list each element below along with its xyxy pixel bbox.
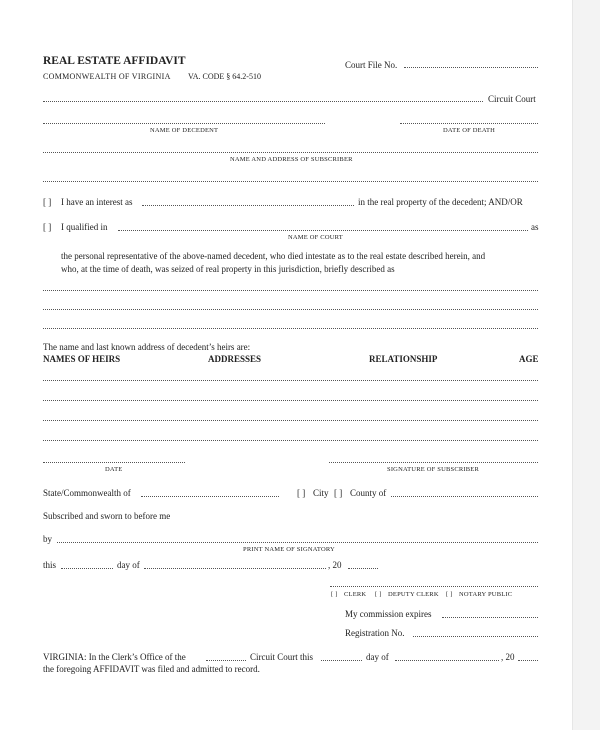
heir-row-line[interactable] <box>43 440 538 441</box>
county-checkbox[interactable]: [ ] <box>334 488 343 498</box>
state-label: State/Commonwealth of <box>43 488 131 498</box>
signature-field[interactable] <box>329 462 538 463</box>
pr-text-line2: who, at the time of death, was seized of real property in this jurisdiction, briefly described as <box>61 264 395 274</box>
decedent-name-field[interactable] <box>43 123 325 124</box>
footer-day-field[interactable] <box>321 660 362 661</box>
notary-checkbox[interactable]: [ ] <box>446 591 453 598</box>
clerk-checkbox[interactable]: [ ] <box>331 591 338 598</box>
name-of-decedent-label: NAME OF DECEDENT <box>150 127 219 134</box>
name-address-subscriber-label: NAME AND ADDRESS OF SUBSCRIBER <box>230 156 353 163</box>
qualified-checkbox[interactable]: [ ] <box>43 222 52 232</box>
property-description-line[interactable] <box>43 309 538 310</box>
court-file-label: Court File No. <box>345 60 398 70</box>
city-checkbox[interactable]: [ ] <box>297 488 306 498</box>
print-name-signatory-label: PRINT NAME OF SIGNATORY <box>243 546 335 553</box>
footer-day-of: day of <box>366 652 389 662</box>
subscriber-name-address-field[interactable] <box>43 152 538 153</box>
year-prefix: , 20 <box>328 560 342 570</box>
subscriber-address-field[interactable] <box>43 181 538 182</box>
signatory-name-field[interactable] <box>57 542 538 543</box>
circuit-court-field[interactable] <box>43 101 483 102</box>
interest-suffix: in the real property of the decedent; AND/OR <box>358 197 523 207</box>
heirs-intro: The name and last known address of decedent’s heirs are: <box>43 342 251 352</box>
page-edge <box>572 0 600 730</box>
interest-field[interactable] <box>142 205 354 206</box>
date-label: DATE <box>105 466 123 473</box>
officer-signature-field[interactable] <box>330 586 538 587</box>
heir-row-line[interactable] <box>43 380 538 381</box>
by-label: by <box>43 534 52 544</box>
date-of-death-label: DATE OF DEATH <box>443 127 496 134</box>
date-field[interactable] <box>43 462 185 463</box>
registration-field[interactable] <box>413 636 538 637</box>
day-field[interactable] <box>61 568 113 569</box>
heirs-col-names: NAMES OF HEIRS <box>43 354 121 364</box>
commission-field[interactable] <box>442 617 538 618</box>
county-label: County of <box>350 488 387 498</box>
footer-court-field[interactable] <box>206 660 246 661</box>
day-of-label: day of <box>117 560 140 570</box>
date-of-death-field[interactable] <box>400 123 538 124</box>
footer-start: VIRGINIA: In the Clerk’s Office of the <box>43 652 186 662</box>
year-field[interactable] <box>348 568 378 569</box>
property-description-line[interactable] <box>43 290 538 291</box>
property-description-line[interactable] <box>43 328 538 329</box>
form-title: REAL ESTATE AFFIDAVIT <box>43 55 186 67</box>
qualified-text: I qualified in <box>61 222 108 232</box>
court-file-field[interactable] <box>404 67 538 68</box>
notary-public-label: NOTARY PUBLIC <box>459 591 513 598</box>
qualified-court-field[interactable] <box>118 230 528 231</box>
footer-month-field[interactable] <box>395 660 499 661</box>
footer-year-prefix: , 20 <box>501 652 515 662</box>
clerk-label: CLERK <box>344 591 367 598</box>
heir-row-line[interactable] <box>43 420 538 421</box>
footer-circuit-court: Circuit Court this <box>250 652 313 662</box>
city-label: City <box>313 488 329 498</box>
heirs-col-relationship: RELATIONSHIP <box>369 354 438 364</box>
form-subtitle: COMMONWEALTH OF VIRGINIA <box>43 72 171 81</box>
this-label: this <box>43 560 57 570</box>
registration-label: Registration No. <box>345 628 405 638</box>
deputy-clerk-label: DEPUTY CLERK <box>388 591 439 598</box>
commission-label: My commission expires <box>345 609 432 619</box>
heirs-col-addresses: ADDRESSES <box>208 354 262 364</box>
heir-row-line[interactable] <box>43 400 538 401</box>
footer-line2: the foregoing AFFIDAVIT was filed and admitted to record. <box>43 664 260 674</box>
footer-year-field[interactable] <box>518 660 538 661</box>
circuit-court-label: Circuit Court <box>488 94 536 104</box>
month-field[interactable] <box>144 568 326 569</box>
county-field[interactable] <box>391 496 538 497</box>
name-of-court-label: NAME OF COURT <box>288 234 343 241</box>
deputy-clerk-checkbox[interactable]: [ ] <box>375 591 382 598</box>
heirs-col-age: AGE <box>519 354 539 364</box>
va-code: VA. CODE § 64.2-510 <box>188 72 261 81</box>
pr-text-line1: the personal representative of the above-named decedent, who died intestate as to the real estate described herein, and <box>61 251 486 261</box>
interest-text: I have an interest as <box>61 197 133 207</box>
state-field[interactable] <box>141 496 279 497</box>
sworn-text: Subscribed and sworn to before me <box>43 511 171 521</box>
as-text: as <box>531 222 539 232</box>
interest-checkbox[interactable]: [ ] <box>43 197 52 207</box>
signature-of-subscriber-label: SIGNATURE OF SUBSCRIBER <box>387 466 480 473</box>
